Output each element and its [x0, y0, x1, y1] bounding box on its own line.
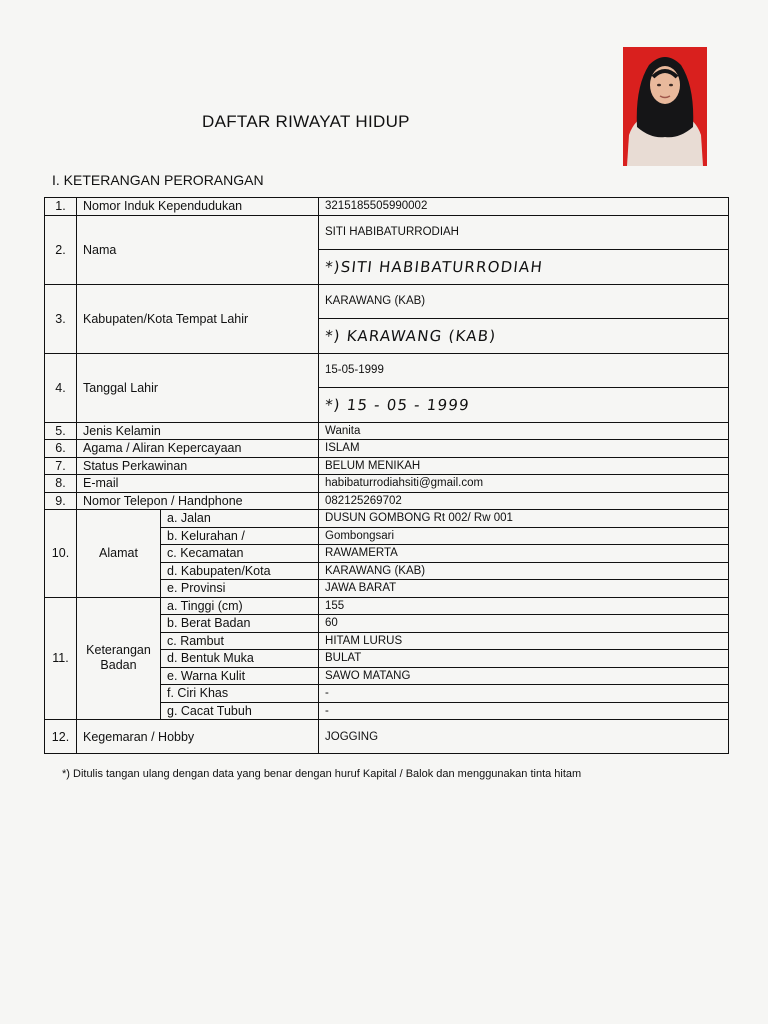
row-number: 9. — [45, 492, 77, 510]
table-row — [45, 215, 729, 249]
field-value: Wanita — [319, 422, 729, 440]
table-row — [45, 510, 729, 528]
field-label-line: Badan — [100, 658, 137, 673]
field-label: Tanggal Lahir — [77, 353, 319, 422]
footnote: *) Ditulis tangan ulang dengan data yang benar dengan huruf Kapital / Balok dan menggunakan tinta hitam — [62, 768, 582, 780]
table-row — [45, 720, 729, 754]
table-row — [45, 422, 729, 440]
field-value: 60 — [319, 615, 729, 633]
field-label: E-mail — [77, 475, 319, 493]
sub-field-label: a. Jalan — [161, 510, 319, 528]
document-title: DAFTAR RIWAYAT HIDUP — [202, 112, 410, 131]
field-value: KARAWANG (KAB) — [319, 284, 729, 318]
row-number: 2. — [45, 215, 77, 284]
field-value: 155 — [319, 597, 729, 615]
row-number: 1. — [45, 198, 77, 216]
field-label-line: Keterangan — [86, 643, 151, 658]
table-row — [45, 440, 729, 458]
field-value: JOGGING — [319, 720, 729, 754]
field-value: 15-05-1999 — [319, 353, 729, 387]
field-value: BULAT — [319, 650, 729, 668]
person-photo-icon — [623, 47, 707, 166]
sub-field-label: g. Cacat Tubuh — [161, 702, 319, 720]
table-row — [45, 475, 729, 493]
row-number: 3. — [45, 284, 77, 353]
row-number: 12. — [45, 720, 77, 754]
field-value: BELUM MENIKAH — [319, 457, 729, 475]
field-label: Nomor Induk Kependudukan — [77, 198, 319, 216]
row-number: 7. — [45, 457, 77, 475]
field-label — [77, 597, 161, 720]
handwritten-value: *) KARAWANG (KAB) — [319, 318, 729, 353]
sub-field-label: e. Provinsi — [161, 580, 319, 598]
handwritten-value: *) 15 - 05 - 1999 — [319, 387, 729, 422]
field-value: - — [319, 685, 729, 703]
field-value: RAWAMERTA — [319, 545, 729, 563]
table-row — [45, 353, 729, 387]
field-value: 3215185505990002 — [319, 198, 729, 216]
table-row — [45, 597, 729, 615]
field-value: SITI HABIBATURRODIAH — [319, 215, 729, 249]
sub-field-label: a. Tinggi (cm) — [161, 597, 319, 615]
row-number: 10. — [45, 510, 77, 598]
field-value: HITAM LURUS — [319, 632, 729, 650]
field-value: Gombongsari — [319, 527, 729, 545]
field-label: Alamat — [77, 510, 161, 598]
sub-field-label: c. Kecamatan — [161, 545, 319, 563]
sub-field-label: d. Kabupaten/Kota — [161, 562, 319, 580]
row-number: 5. — [45, 422, 77, 440]
section-title: I. KETERANGAN PERORANGAN — [52, 172, 264, 188]
sub-field-label: b. Berat Badan — [161, 615, 319, 633]
personal-info-table — [44, 197, 729, 754]
handwritten-value: *)SITI HABIBATURRODIAH — [319, 249, 729, 284]
table-row — [45, 457, 729, 475]
field-value: KARAWANG (KAB) — [319, 562, 729, 580]
passport-photo — [623, 47, 707, 166]
field-label: Nomor Telepon / Handphone — [77, 492, 319, 510]
field-value: DUSUN GOMBONG Rt 002/ Rw 001 — [319, 510, 729, 528]
row-number: 8. — [45, 475, 77, 493]
table-row — [45, 284, 729, 318]
field-label: Kegemaran / Hobby — [77, 720, 319, 754]
row-number: 4. — [45, 353, 77, 422]
field-value: ISLAM — [319, 440, 729, 458]
sub-field-label: d. Bentuk Muka — [161, 650, 319, 668]
table-row — [45, 492, 729, 510]
row-number: 6. — [45, 440, 77, 458]
field-value: - — [319, 702, 729, 720]
field-label: Status Perkawinan — [77, 457, 319, 475]
sub-field-label: e. Warna Kulit — [161, 667, 319, 685]
sub-field-label: c. Rambut — [161, 632, 319, 650]
field-value: SAWO MATANG — [319, 667, 729, 685]
row-number: 11. — [45, 597, 77, 720]
field-value: habibaturrodiahsiti@gmail.com — [319, 475, 729, 493]
table-row — [45, 198, 729, 216]
sub-field-label: b. Kelurahan / — [161, 527, 319, 545]
field-label: Nama — [77, 215, 319, 284]
field-label: Agama / Aliran Kepercayaan — [77, 440, 319, 458]
sub-field-label: f. Ciri Khas — [161, 685, 319, 703]
field-label: Jenis Kelamin — [77, 422, 319, 440]
field-label: Kabupaten/Kota Tempat Lahir — [77, 284, 319, 353]
field-value: 082125269702 — [319, 492, 729, 510]
field-value: JAWA BARAT — [319, 580, 729, 598]
